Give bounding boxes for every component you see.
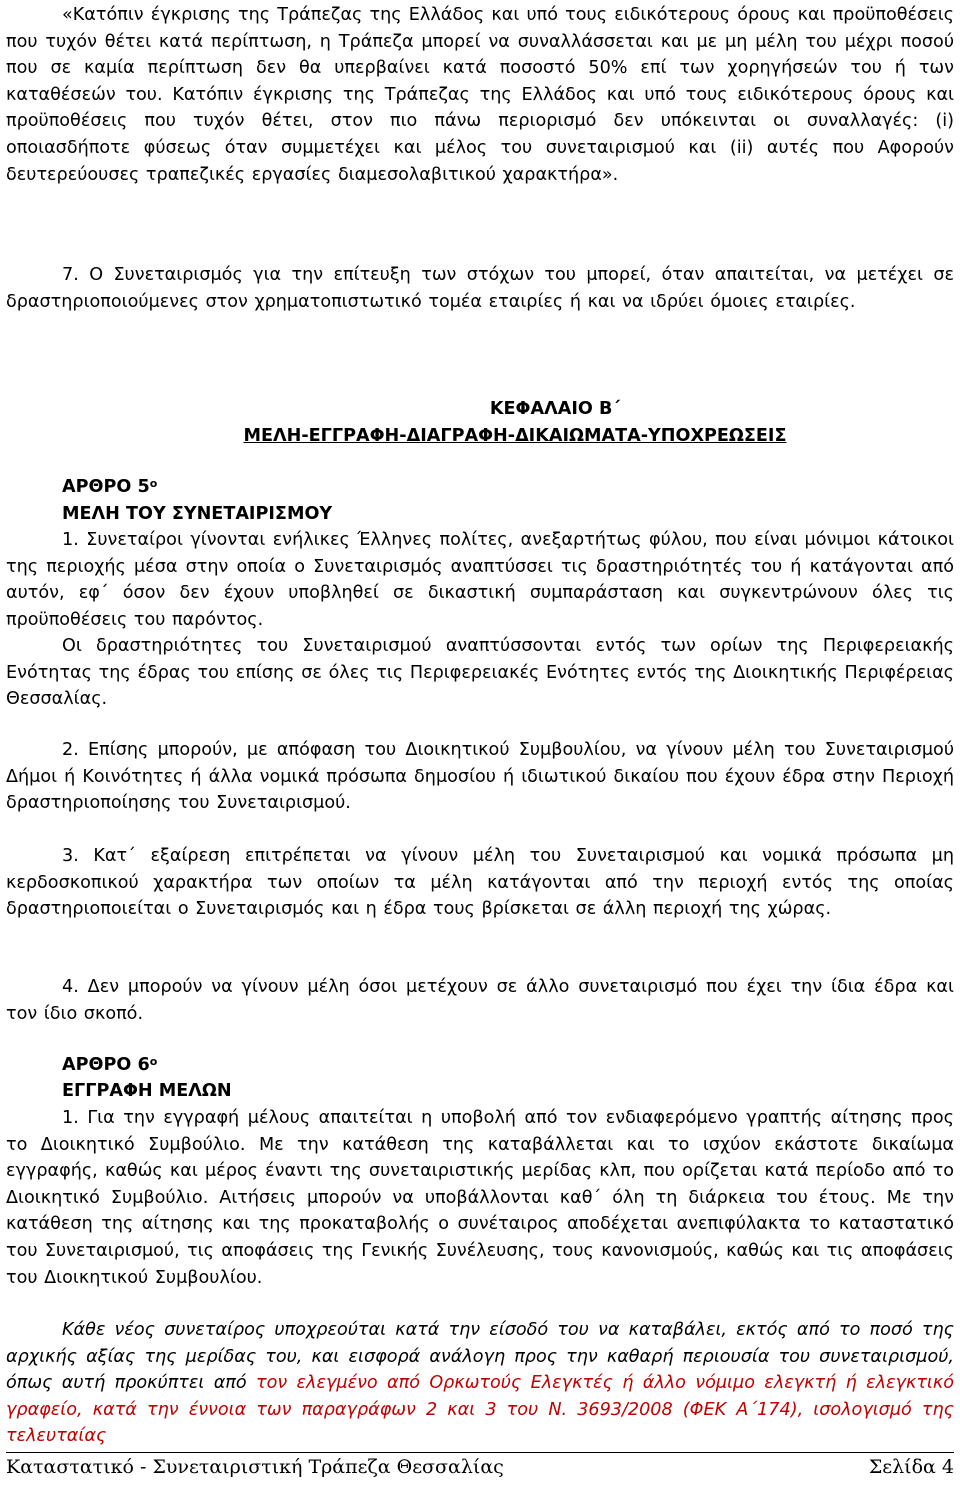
footer-page-number: Σελίδα 4 xyxy=(868,1456,954,1478)
article-5-paragraph-1: 1. Συνεταίροι γίνονται ενήλικες Έλληνες πολίτες, ανεξαρτήτως φύλου, που είναι μόνιμοι κάτοικοι της περιοχής μέσα στην οποία ο Συνεταιρισμός αναπτύσσει τις δραστηριότητές του ή κατάγονται από αυτόν, εφ΄ όσον δεν έχουν υποβληθεί σε δικαστική συμπαράσταση και συγκεντρώνουν όλες τις προϋποθέσεις του παρόντος. xyxy=(6,530,954,630)
article-5-subheading: ΜΕΛΗ ΤΟΥ ΣΥΝΕΤΑΙΡΙΣΜΟΥ xyxy=(62,504,333,524)
article-5-paragraph-4: 4. Δεν μπορούν να γίνουν μέλη όσοι μετέχουν σε άλλο συνεταιρισμό που έχει την ίδια έδρα και τον ίδιο σκοπό. xyxy=(6,977,954,1024)
intro-paragraph: «Κατόπιν έγκρισης της Τράπεζας της Ελλάδος και υπό τους ειδικότερους όρους και προϋποθέσεις που τυχόν θέτει κατά περίπτωση, η Τράπεζα μπορεί να συναλλάσσεται και με μη μέλη του μέχρι ποσού που σε καμία περίπτωση δεν θα υπερβαίνει κατά ποσοστό 50% επί των χορηγήσεών του ή των καταθέσεών του. Κατόπιν έγκρισης της Τράπεζας της Ελλάδος και υπό τους ειδικότερους όρους και προϋποθέσεις που τυχόν θέτει, στον πιο πάνω περιορισμό δεν υπόκεινται οι συναλλαγές: (i) οποιασδήποτε φύσεως όταν συμμετέχει και μέλος του συνεταιρισμού και (ii) αυτές που Αφορούν δευτερεύουσες τραπεζικές εργασίες διαμεσολαβιτικού χαρακτήρα». xyxy=(6,5,954,185)
article-5-paragraph-3: 3. Κατ΄ εξαίρεση επιτρέπεται να γίνουν μέλη του Συνεταιρισμού και νομικά πρόσωπα μη κερδοσκοπικού χαρακτήρα των οποίων τα μέλη κατάγονται από την περιοχή εντός της οποίας δραστηριοποιείται ο Συνεταιρισμός και η έδρα τους βρίσκεται σε άλλη περιοχή της χώρας. xyxy=(6,846,954,920)
article-5-heading xyxy=(62,474,662,501)
page-footer xyxy=(6,1456,954,1486)
article-6-paragraph-2-text: Κάθε νέος συνεταίρος υποχρεούται κατά την είσοδό του να καταβάλει, εκτός από το ποσό της αρχικής αξίας της μερίδας του, και εισφορά ανάλογη προς την καθαρή περιουσία του συνεταιρισμού, όπως αυτή προκύπτει από xyxy=(6,1320,954,1394)
article-6-paragraph-2 xyxy=(6,1317,954,1450)
chapter-subtitle: ΜΕΛΗ-ΕΓΓΡΑΦΗ-ΔΙΑΓΡΑΦΗ-ΔΙΚΑΙΩΜΑΤΑ-ΥΠΟΧΡΕΩΣΕΙΣ xyxy=(243,426,787,446)
item-7-paragraph: 7. Ο Συνεταιρισμός για την επίτευξη των στόχων του μπορεί, όταν απαιτείται, να μετέχει σε δραστηριοποιούμενες στον χρηματοπιστωτικό τομέα εταιρίες ή και να ιδρύει όμοιες εταιρίες. xyxy=(6,265,954,312)
article-5-heading-text: ΑΡΘΡΟ 5 xyxy=(62,477,150,497)
article-6-subheading: ΕΓΓΡΑΦΗ ΜΕΛΩΝ xyxy=(62,1081,232,1101)
footer-document-title: Καταστατικό - Συνεταιριστική Τράπεζα Θεσσαλίας xyxy=(6,1456,504,1478)
article-5-heading-sup: ο xyxy=(149,477,158,490)
article-6-paragraph-1: 1. Για την εγγραφή μέλους απαιτείται η υποβολή από τον ενδιαφερόμενο γραπτής αίτησης προς το Διοικητικό Συμβούλιο. Με την κατάθεση της καταβάλλεται και το ισχύον εκάστοτε δικαίωμα εγγραφής, καθώς και μέρος έναντι της συνεταιριστικής μερίδας κλπ, που ορίζεται κατά περίοδο από το Διοικητικό Συμβούλιο. Αιτήσεις μπορούν να υποβάλλονται καθ΄ όλη τη διάρκεια του έτους. Με την κατάθεση της αίτησης και της προκαταβολής ο συνέταιρος αποδέχεται ανεπιφύλακτα το καταστατικό του Συνεταιρισμού, τις αποφάσεις της Γενικής Συνέλευσης, τους κανονισμούς, καθώς και τις αποφάσεις του Διοικητικού Συμβουλίου. xyxy=(6,1108,954,1288)
footer-divider xyxy=(6,1452,954,1453)
article-5-paragraph-1b: Οι δραστηριότητες του Συνεταιρισμού αναπτύσσονται εντός των ορίων της Περιφερειακής Ενότητας της έδρας του επίσης σε όλες τις Περιφερειακές Ενότητες εντός της Διοικητικής Περιφέρειας Θεσσαλίας. xyxy=(6,636,954,710)
article-5-paragraph-2: 2. Επίσης μπορούν, με απόφαση του Διοικητικού Συμβουλίου, να γίνουν μέλη του Συνεταιρισμού Δήμοι ή Κοινότητες ή άλλα νομικά πρόσωπα δημοσίου ή ιδιωτικού δικαίου που έχουν έδρα στην Περιοχή δραστηριοποίησης του Συνεταιρισμού. xyxy=(6,740,954,814)
article-6-heading-text: ΑΡΘΡΟ 6 xyxy=(62,1055,150,1075)
article-6-paragraph-2-highlight: τον ελεγμένο από Ορκωτούς Ελεγκτές ή άλλο νόμιμο ελεγκτή ή ελεγκτικό γραφείο, κατά την έννοια των παραγράφων 2 και 3 του Ν. 3693/2008 (ΦΕΚ Α΄174), ισολογισμό της τελευταίας xyxy=(6,1373,954,1447)
article-6-heading xyxy=(62,1052,662,1079)
article-6-heading-sup: ο xyxy=(149,1055,158,1068)
chapter-title: ΚΕΦΑΛΑΙΟ Β΄ xyxy=(489,399,621,419)
